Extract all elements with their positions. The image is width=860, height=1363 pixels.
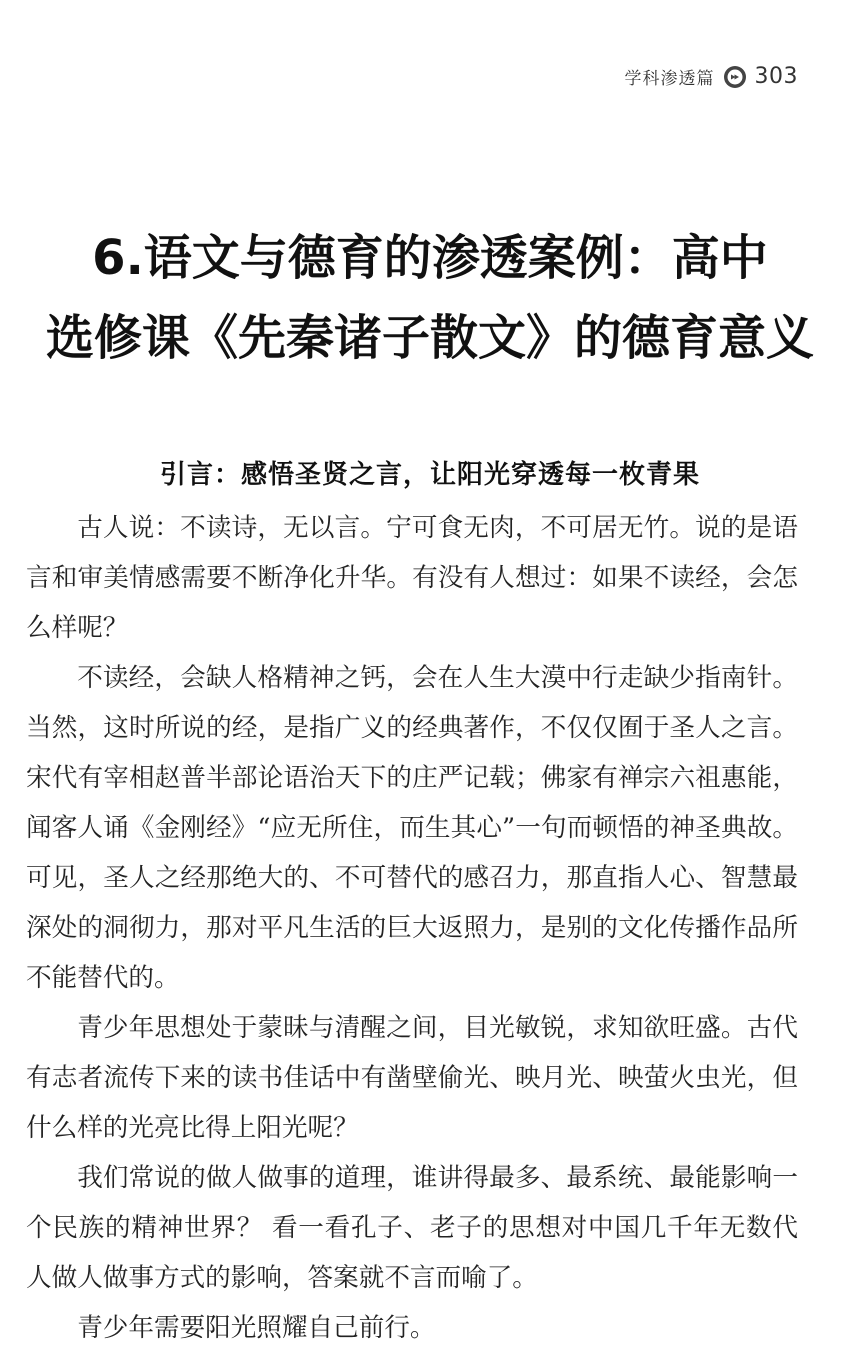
paragraph-3: 青少年思想处于蒙昧与清醒之间，目光敏锐，求知欲旺盛。古代有志者流传下来的读书佳话中有凿壁偷光、映月光、映萤火虫光，但什么样的光亮比得上阳光呢？: [26, 1013, 798, 1143]
circle-arrow-right-icon: [723, 65, 747, 89]
intro-heading: 引言：感悟圣贤之言，让阳光穿透每一枚青果: [159, 460, 700, 490]
paragraph-5: 青少年需要阳光照耀自己前行。: [77, 1313, 436, 1343]
chapter-title: [0, 218, 860, 378]
paragraph-1: 古人说：不读诗，无以言。宁可食无肉，不可居无竹。说的是语言和审美情感需要不断净化升华。有没有人想过：如果不读经，会怎么样呢？: [26, 513, 798, 643]
section-name: 学科渗透篇: [624, 69, 715, 89]
chapter-title-line-1: 6.语文与德育的渗透案例：高中: [92, 230, 768, 286]
chapter-title-line-2: 选修课《先秦诸子散文》的德育意义: [45, 310, 814, 366]
page-number: 303: [754, 64, 798, 89]
paragraph-2: 不读经，会缺人格精神之钙，会在人生大漠中行走缺少指南针。当然，这时所说的经，是指广义的经典著作，不仅仅囿于圣人之言。宋代有宰相赵普半部论语治天下的庄严记载；佛家有禅宗六祖惠能，闻客人诵《金刚经》“应无所住，而生其心”一句而顿悟的神圣典故。可见，圣人之经那绝大的、不可替代的感召力，那直指人心、智慧最深处的洞彻力，那对平凡生活的巨大返照力，是别的文化传播作品所不能替代的。: [26, 663, 798, 993]
body-text: [26, 503, 798, 1353]
paragraph-4: 我们常说的做人做事的道理，谁讲得最多、最系统、最能影响一个民族的精神世界？ 看一看孔子、老子的思想对中国几千年无数代人做人做事方式的影响，答案就不言而喻了。: [26, 1163, 798, 1293]
running-header: [625, 64, 799, 89]
